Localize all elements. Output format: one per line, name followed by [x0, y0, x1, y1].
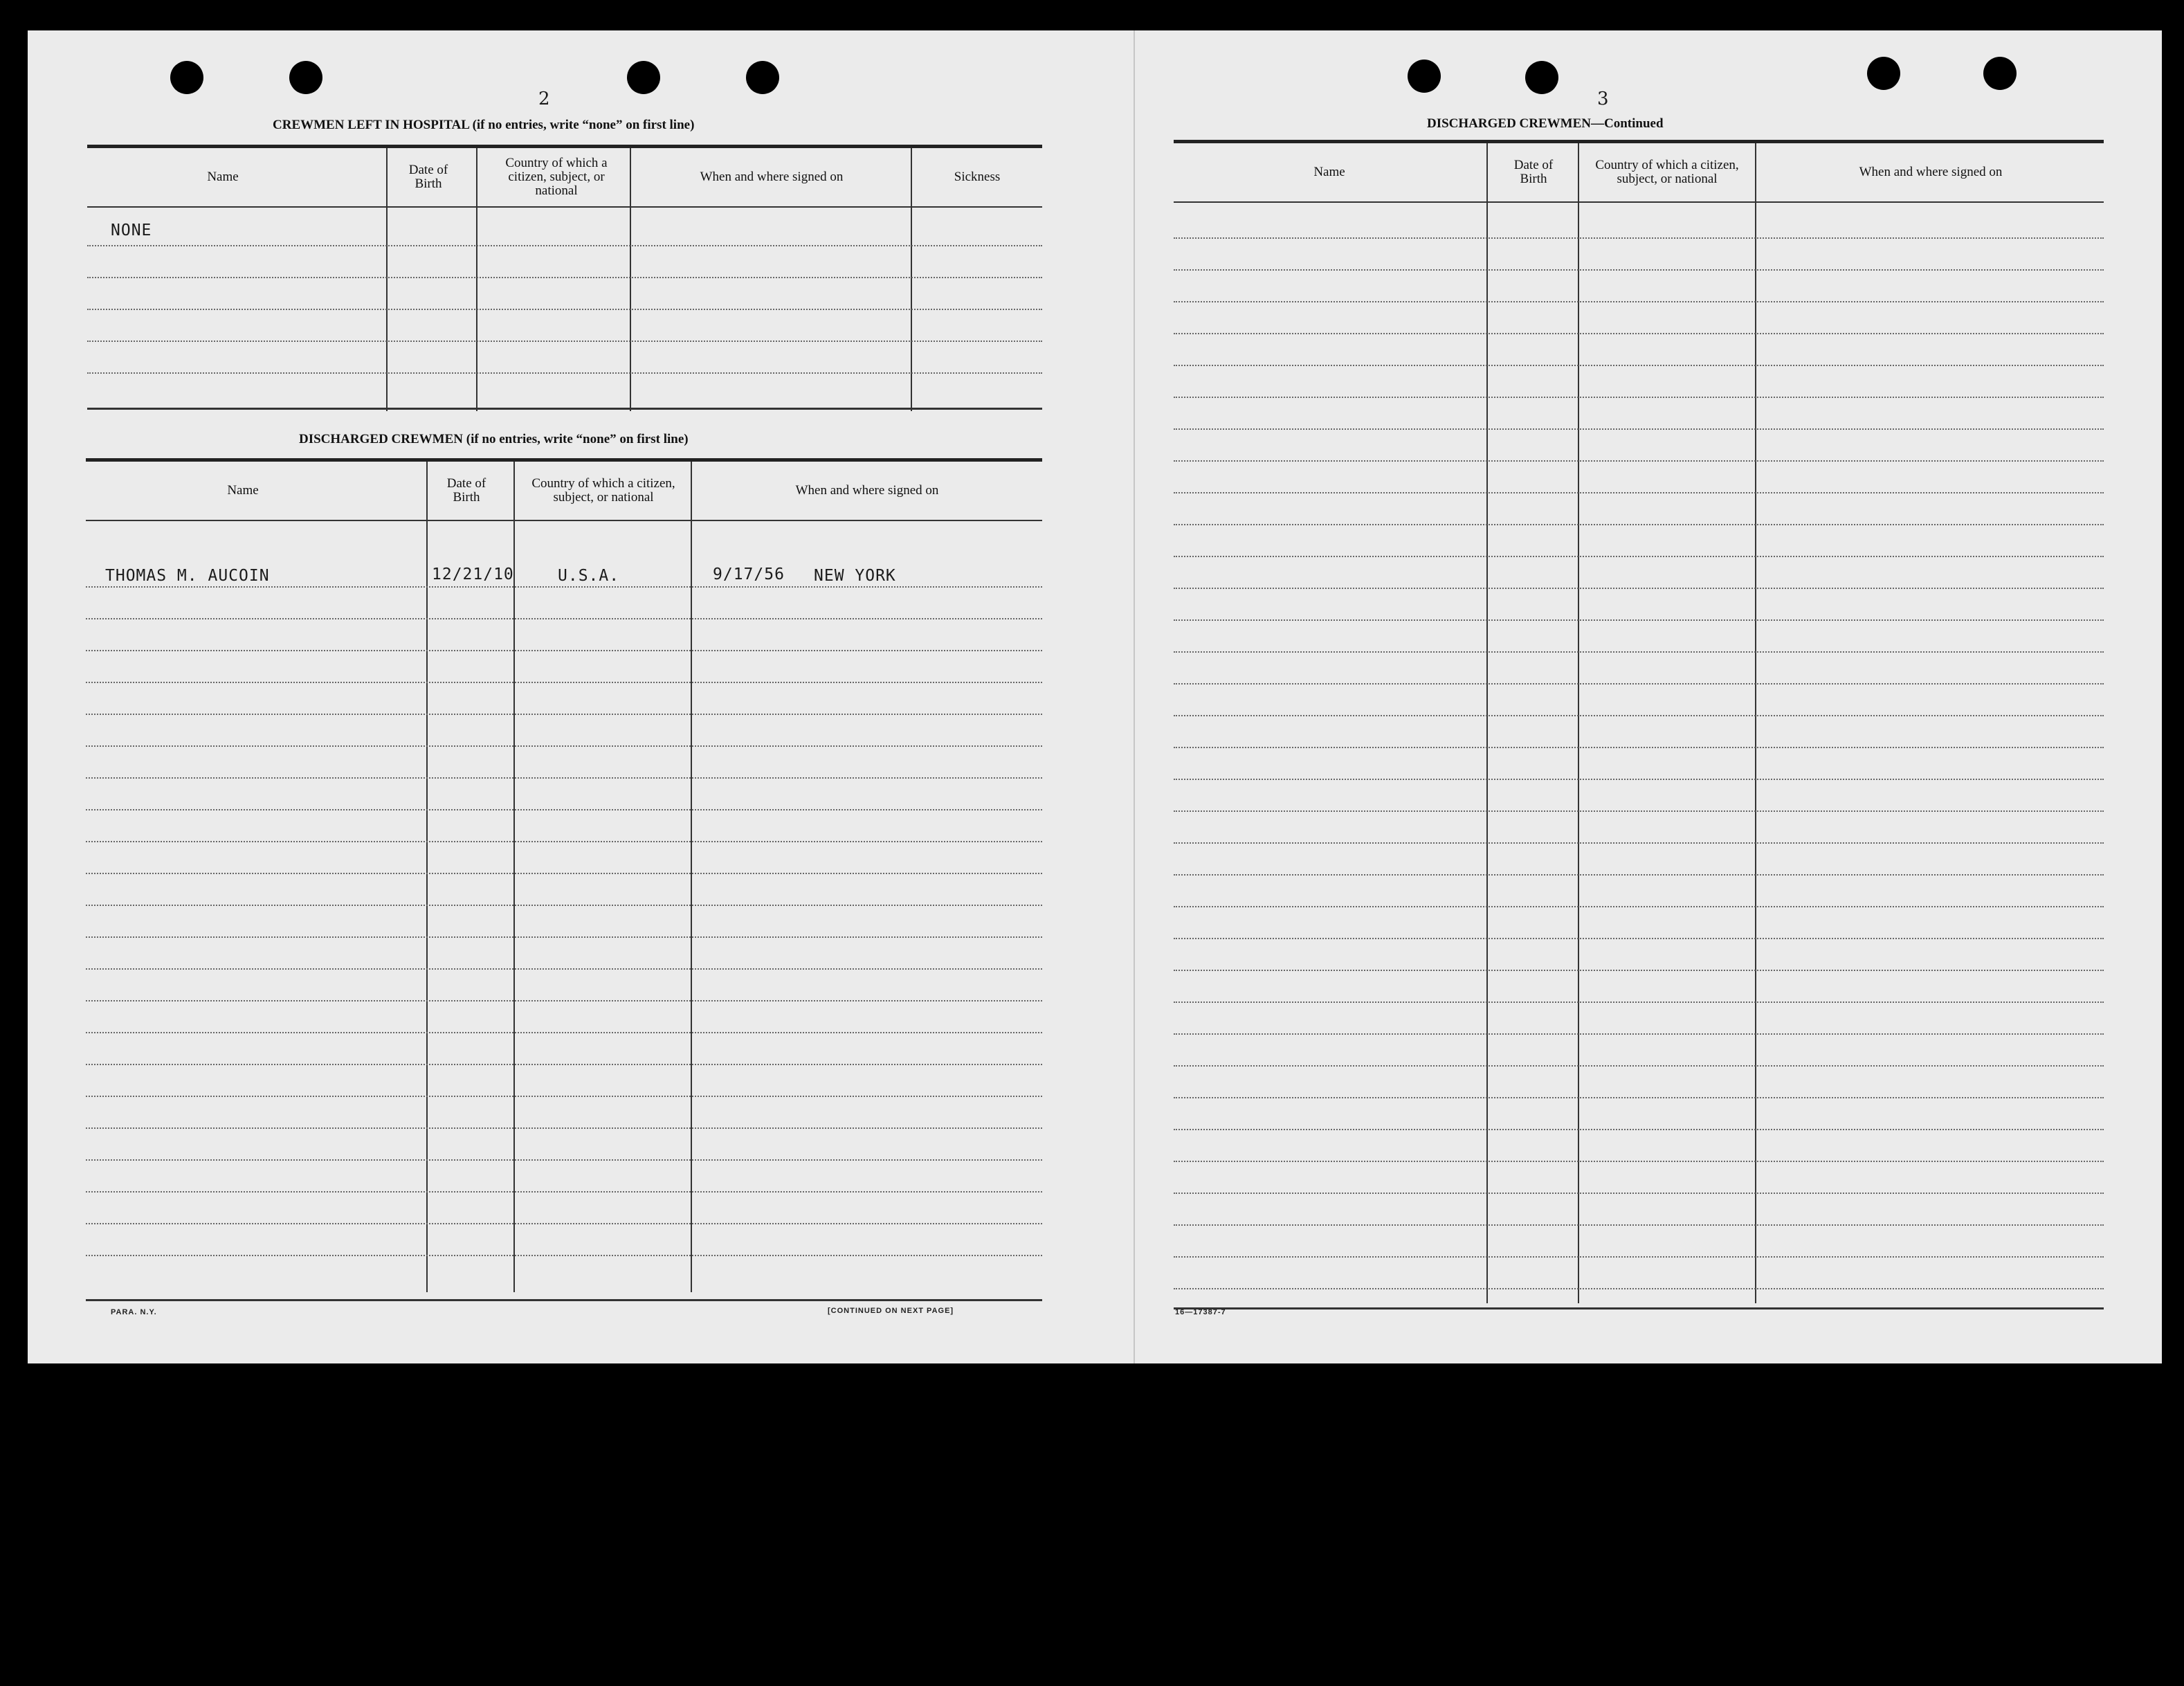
entry-line	[1174, 1129, 2104, 1130]
entry-line	[86, 1000, 1042, 1001]
entry-line	[1174, 524, 2104, 525]
entry-line	[1174, 556, 2104, 557]
entry-line	[1174, 365, 2104, 366]
entry-line	[1174, 810, 2104, 812]
col-header-sickness: Sickness	[954, 170, 1001, 184]
entry-line	[1174, 715, 2104, 716]
entry-line	[86, 936, 1042, 938]
entry-line	[1174, 301, 2104, 302]
hospital-section-title	[273, 118, 694, 133]
form-sheet	[28, 30, 2162, 1363]
entry-line	[86, 1223, 1042, 1224]
entry-line	[1174, 460, 2104, 462]
hospital-table	[87, 145, 1042, 411]
entry-line	[86, 968, 1042, 970]
col-header-country: Country of which a citizen, subject, or national	[505, 156, 608, 198]
entry-line	[86, 586, 1042, 588]
entry-line	[1174, 747, 2104, 748]
column-divider	[911, 148, 912, 411]
discharged-entry-signed-on-place: NEW YORK	[814, 567, 896, 585]
table-bottom-rule	[87, 408, 1042, 410]
discharged-entry-name: THOMAS M. AUCOIN	[105, 567, 270, 585]
entry-line	[86, 714, 1042, 715]
table-bottom-rule	[86, 1299, 1042, 1301]
entry-line	[86, 745, 1042, 747]
entry-line	[1174, 1001, 2104, 1003]
entry-line	[86, 905, 1042, 906]
entry-line	[1174, 333, 2104, 334]
entry-line	[86, 1255, 1042, 1256]
entry-line	[1174, 269, 2104, 271]
left-page	[28, 30, 1134, 1363]
entry-line	[1174, 938, 2104, 939]
entry-line	[86, 682, 1042, 683]
entry-line	[1174, 906, 2104, 907]
entry-line	[86, 1064, 1042, 1065]
footer-printer: PARA. N.Y.	[111, 1308, 157, 1316]
discharged-table-header	[86, 462, 1042, 521]
entry-line	[1174, 1097, 2104, 1098]
entry-line	[1174, 1193, 2104, 1194]
footer-continued: [CONTINUED ON NEXT PAGE]	[828, 1307, 954, 1315]
entry-line	[1174, 588, 2104, 589]
hospital-title-note: (if no entries, write “none” on first line)	[472, 118, 695, 132]
col-header-date-of-birth: Date of Birth	[446, 476, 486, 505]
entry-line	[1174, 237, 2104, 239]
col-header-signed-on: When and where signed on	[795, 483, 939, 498]
entry-line	[1174, 683, 2104, 685]
col-header-name: Name	[1313, 165, 1345, 179]
col-header-name: Name	[227, 483, 259, 498]
entry-line	[1174, 1224, 2104, 1226]
entry-line	[86, 1032, 1042, 1033]
entry-line	[1174, 651, 2104, 653]
entry-line	[87, 341, 1042, 342]
entry-line	[86, 650, 1042, 651]
entry-line	[1174, 1256, 2104, 1258]
col-header-country: Country of which a citizen, subject, or national	[1595, 158, 1739, 186]
discharged-title-note: (if no entries, write “none” on first line)	[466, 432, 689, 446]
hospital-title-text: CREWMEN LEFT IN HOSPITAL	[273, 118, 469, 132]
discharged-table	[86, 458, 1042, 1306]
column-divider	[386, 148, 388, 411]
col-header-date-of-birth: Date of Birth	[1513, 158, 1554, 186]
entry-line	[1174, 428, 2104, 430]
discharged-continued-table	[1174, 140, 2104, 1324]
col-header-signed-on: When and where signed on	[700, 170, 844, 184]
entry-line	[1174, 970, 2104, 971]
right-page	[1135, 30, 2162, 1363]
col-header-date-of-birth: Date of Birth	[408, 163, 448, 191]
entry-line	[87, 372, 1042, 374]
discharged-section-title	[299, 432, 689, 447]
discharged-continued-title: DISCHARGED CREWMEN—Continued	[1427, 116, 1664, 131]
table-bottom-rule	[1174, 1307, 2104, 1309]
entry-line	[1174, 1065, 2104, 1067]
entry-line	[86, 1127, 1042, 1129]
page-number: 2	[538, 89, 550, 109]
entry-line	[86, 841, 1042, 842]
discharged-entry-date-of-birth: 12/21/10	[432, 565, 514, 583]
entry-line	[1174, 874, 2104, 876]
entry-line	[86, 873, 1042, 874]
entry-line	[1174, 779, 2104, 780]
col-header-country: Country of which a citizen, subject, or national	[531, 476, 675, 505]
entry-line	[1174, 619, 2104, 621]
entry-line	[87, 277, 1042, 278]
entry-line	[1174, 1288, 2104, 1289]
col-header-name: Name	[207, 170, 239, 184]
column-divider	[630, 148, 631, 411]
entry-line	[87, 245, 1042, 246]
discharged-title-text: DISCHARGED CREWMEN	[299, 432, 463, 446]
entry-line	[1174, 397, 2104, 398]
entry-line	[1174, 842, 2104, 844]
entry-line	[86, 1191, 1042, 1193]
entry-line	[86, 1159, 1042, 1161]
discharged-entry-country: U.S.A.	[558, 567, 620, 585]
entry-line	[87, 309, 1042, 310]
col-header-signed-on: When and where signed on	[1859, 165, 2003, 179]
entry-line	[86, 618, 1042, 619]
column-divider	[476, 148, 477, 411]
discharged-continued-header	[1174, 143, 2104, 203]
footer-form-number: 16—17387-7	[1175, 1308, 1226, 1316]
entry-line	[86, 1096, 1042, 1097]
entry-line	[1174, 1033, 2104, 1035]
hospital-entry-name: NONE	[111, 221, 152, 239]
entry-line	[86, 809, 1042, 810]
entry-line	[1174, 1161, 2104, 1162]
hospital-table-header	[87, 148, 1042, 208]
entry-line	[1174, 492, 2104, 493]
discharged-entry-signed-on-date: 9/17/56	[713, 565, 785, 583]
page-number: 3	[1597, 89, 1609, 109]
entry-line	[86, 777, 1042, 779]
